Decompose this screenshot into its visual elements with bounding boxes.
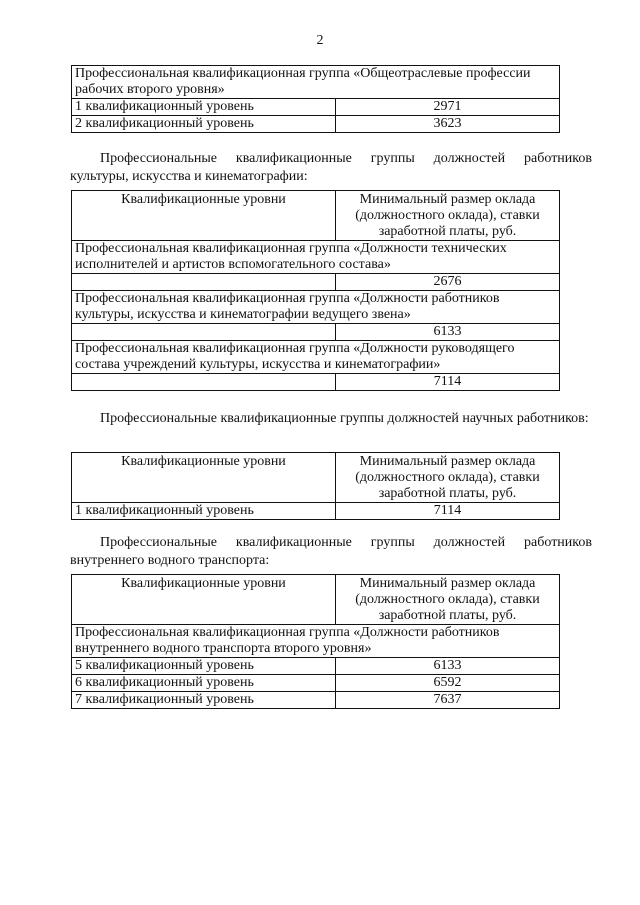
level-cell: 7 квалификационный уровень — [72, 692, 336, 709]
section-intro-water-transport — [70, 534, 592, 570]
header-levels: Квалификационные уровни — [72, 453, 336, 503]
table-row — [72, 324, 560, 341]
page-number: 2 — [316, 33, 324, 48]
section-intro-science — [70, 410, 592, 428]
header-salary: Минимальный размер оклада (должностного оклада), ставки заработной платы, руб. — [336, 191, 560, 241]
table-row — [72, 66, 560, 99]
intro-text: Профессиональные квалификационные группы должностей работников внутреннего водного транспорта: — [70, 535, 592, 568]
salary-cell: 7637 — [336, 692, 560, 709]
table-row — [72, 99, 560, 116]
salary-cell: 7114 — [336, 503, 560, 520]
table-water-transport-workers — [71, 574, 560, 709]
table-row — [72, 692, 560, 709]
salary-cell: 2676 — [336, 274, 560, 291]
header-salary: Минимальный размер оклада (должностного оклада), ставки заработной платы, руб. — [336, 575, 560, 625]
section-intro-culture — [70, 150, 592, 186]
level-cell: 1 квалификационный уровень — [72, 99, 336, 116]
table-row — [72, 658, 560, 675]
table-science-workers — [71, 452, 560, 520]
table-row — [72, 503, 560, 520]
level-cell: 5 квалификационный уровень — [72, 658, 336, 675]
table-general-workers — [71, 65, 560, 133]
group-title: Профессиональная квалификационная группа «Должности работников внутреннего водного транспорта второго уровня» — [72, 625, 560, 658]
level-cell: 2 квалификационный уровень — [72, 116, 336, 133]
table-header-row — [72, 453, 560, 503]
salary-cell: 3623 — [336, 116, 560, 133]
salary-cell: 6133 — [336, 324, 560, 341]
salary-cell: 7114 — [336, 374, 560, 391]
salary-cell: 6133 — [336, 658, 560, 675]
level-cell — [72, 274, 336, 291]
header-levels: Квалификационные уровни — [72, 191, 336, 241]
group-title: Профессиональная квалификационная группа «Должности технических исполнителей и артистов вспомогательного состава» — [72, 241, 560, 274]
group-title: Профессиональная квалификационная группа «Должности руководящего состава учреждений культуры, искусства и кинематографии» — [72, 341, 560, 374]
table-header-row — [72, 575, 560, 625]
level-cell — [72, 374, 336, 391]
table-row — [72, 341, 560, 374]
table-row — [72, 374, 560, 391]
table-row — [72, 274, 560, 291]
table-row — [72, 241, 560, 274]
group-title: Профессиональная квалификационная группа «Должности работников культуры, искусства и кинематографии ведущего звена» — [72, 291, 560, 324]
table-row — [72, 675, 560, 692]
salary-cell: 2971 — [336, 99, 560, 116]
table-row — [72, 116, 560, 133]
intro-text: Профессиональные квалификационные группы должностей научных работников: — [100, 411, 589, 426]
group-title: Профессиональная квалификационная группа «Общеотраслевые профессии рабочих второго уровня» — [72, 66, 560, 99]
header-salary: Минимальный размер оклада (должностного оклада), ставки заработной платы, руб. — [336, 453, 560, 503]
salary-cell: 6592 — [336, 675, 560, 692]
level-cell: 1 квалификационный уровень — [72, 503, 336, 520]
table-header-row — [72, 191, 560, 241]
level-cell: 6 квалификационный уровень — [72, 675, 336, 692]
table-culture-workers — [71, 190, 560, 391]
level-cell — [72, 324, 336, 341]
table-row — [72, 625, 560, 658]
intro-text: Профессиональные квалификационные группы должностей работников культуры, искусства и кинематографии: — [70, 151, 592, 184]
header-levels: Квалификационные уровни — [72, 575, 336, 625]
table-row — [72, 291, 560, 324]
